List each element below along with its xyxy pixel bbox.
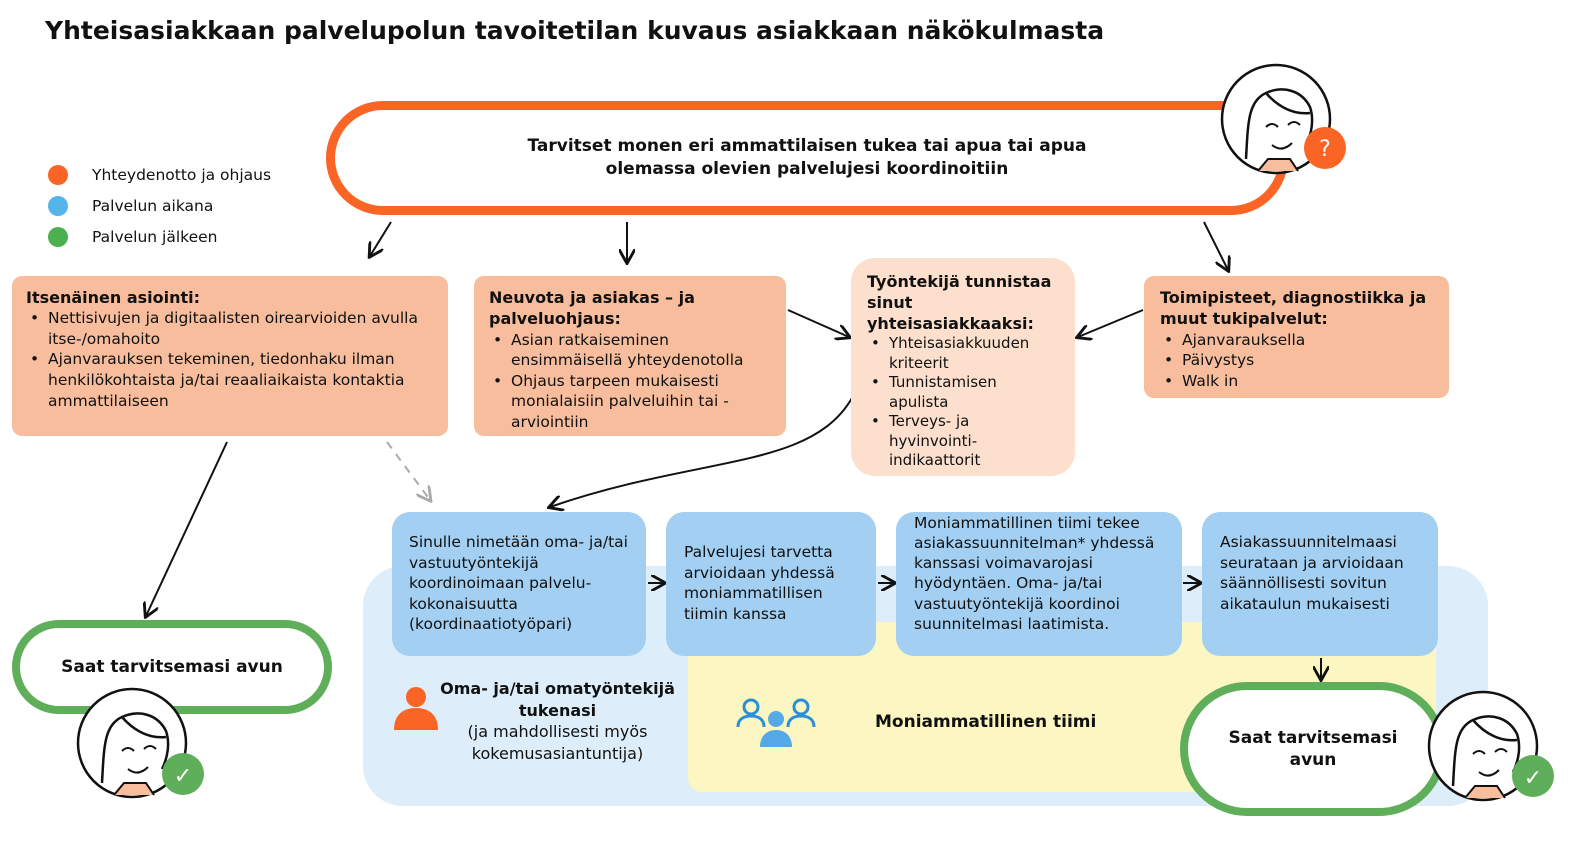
- arrow-guidance-to-identify: [788, 310, 849, 337]
- person-icon: [392, 684, 440, 732]
- self-service-box: [12, 276, 448, 436]
- self-service-list: [26, 308, 434, 411]
- list-item: • Walk in: [1160, 371, 1433, 392]
- units-box: [1144, 276, 1449, 398]
- step-text: Moniammatillinen tiimi tekee asiakassuunnitelman* yhdessä kanssasi voimavarojasi hyödyntäen. Oma- ja/tai vastuutyöntekijä koordinoi suunnitelmasi laatimista.: [914, 514, 1155, 633]
- identify-box: [851, 258, 1075, 476]
- check-text: ✓: [173, 764, 193, 789]
- avatar-check-right-icon: [1427, 690, 1559, 806]
- units-list: [1160, 330, 1433, 392]
- team-icon: [736, 697, 816, 749]
- badge-text: ?: [1319, 137, 1331, 162]
- legend-label: Yhteydenotto ja ohjaus: [92, 166, 272, 184]
- support-subtitle: (ja mahdollisesti myös kokemusasiantuntija): [467, 722, 648, 763]
- result-pill-right: [1180, 682, 1446, 816]
- check-text: ✓: [1523, 766, 1543, 791]
- step-text: Asiakassuunnitelmaasi seurataan ja arvioidaan säännöllisesti sovitun aikataulun mukaisesti: [1220, 533, 1404, 613]
- list-item: • Päivystys: [1160, 350, 1433, 371]
- self-service-heading: Itsenäinen asiointi:: [26, 288, 201, 307]
- legend-label: Palvelun jälkeen: [92, 228, 218, 246]
- result-text: Saat tarvitsemasi avun: [61, 656, 283, 677]
- identify-list: [867, 334, 1059, 471]
- step-box-1: [392, 512, 646, 656]
- arrow-to-self-service: [370, 222, 391, 256]
- step-text: Sinulle nimetään oma- ja/tai vastuutyöntekijä koordinoimaan palvelu-kokonaisuutta (koordinaatiotyöpari): [409, 533, 628, 634]
- list-item: • Nettisivujen ja digitaalisten oirearvioiden avulla itse-/omahoito: [26, 308, 434, 349]
- list-item: • Terveys- ja hyvinvointi-indikaattorit: [867, 412, 1059, 471]
- identify-heading: Työntekijä tunnistaa sinut yhteisasiakkaaksi:: [867, 272, 1052, 333]
- step-box-4: [1202, 512, 1438, 656]
- step-box-2: [666, 512, 876, 656]
- dashed-arrow-to-step1: [387, 442, 430, 500]
- support-title: Oma- ja/tai omatyöntekijä tukenasi: [440, 679, 675, 720]
- guidance-box: [474, 276, 786, 436]
- list-item: • Ohjaus tarpeen mukaisesti monialaisiin palveluihin tai -arviointiin: [489, 371, 771, 433]
- list-item: • Yhteisasiakkuuden kriteerit: [867, 334, 1059, 373]
- list-item: • Tunnistamisen apulista: [867, 373, 1059, 412]
- team-label: Moniammatillinen tiimi: [875, 712, 1097, 732]
- need-text-line2: olemassa olevien palvelujesi koordinoitiin: [605, 159, 1009, 179]
- guidance-list: [489, 330, 771, 433]
- units-heading: Toimipisteet, diagnostiikka ja muut tukipalvelut:: [1160, 288, 1427, 329]
- arrow-self-service-to-result: [146, 442, 227, 616]
- list-item: • Asian ratkaiseminen ensimmäisellä yhteydenotolla: [489, 330, 771, 371]
- avatar-check-left-icon: [76, 687, 208, 805]
- arrow-units-to-identify: [1078, 310, 1143, 337]
- avatar-question-icon: [1218, 63, 1354, 181]
- page-title: Yhteisasiakkaan palvelupolun tavoitetilan kuvaus asiakkaan näkökulmasta: [45, 16, 1105, 45]
- result-text: Saat tarvitsemasi avun: [1228, 727, 1398, 770]
- step-box-3: [896, 512, 1182, 656]
- legend-label: Palvelun aikana: [92, 197, 214, 215]
- support-label: [440, 678, 675, 764]
- need-text-line1: Tarvitset monen eri ammattilaisen tukea tai apua tai apua: [527, 136, 1087, 157]
- list-item: • Ajanvarauksen tekeminen, tiedonhaku ilman henkilökohtaista ja/tai reaaliaikaista kontaktia ammattilaiseen: [26, 349, 434, 411]
- arrow-to-units: [1204, 222, 1228, 270]
- guidance-heading: Neuvota ja asiakas – ja palveluohjaus:: [489, 288, 695, 329]
- list-item: • Ajanvarauksella: [1160, 330, 1433, 351]
- step-text: Palvelujesi tarvetta arvioidaan yhdessä moniammatillisen tiimin kanssa: [684, 543, 835, 623]
